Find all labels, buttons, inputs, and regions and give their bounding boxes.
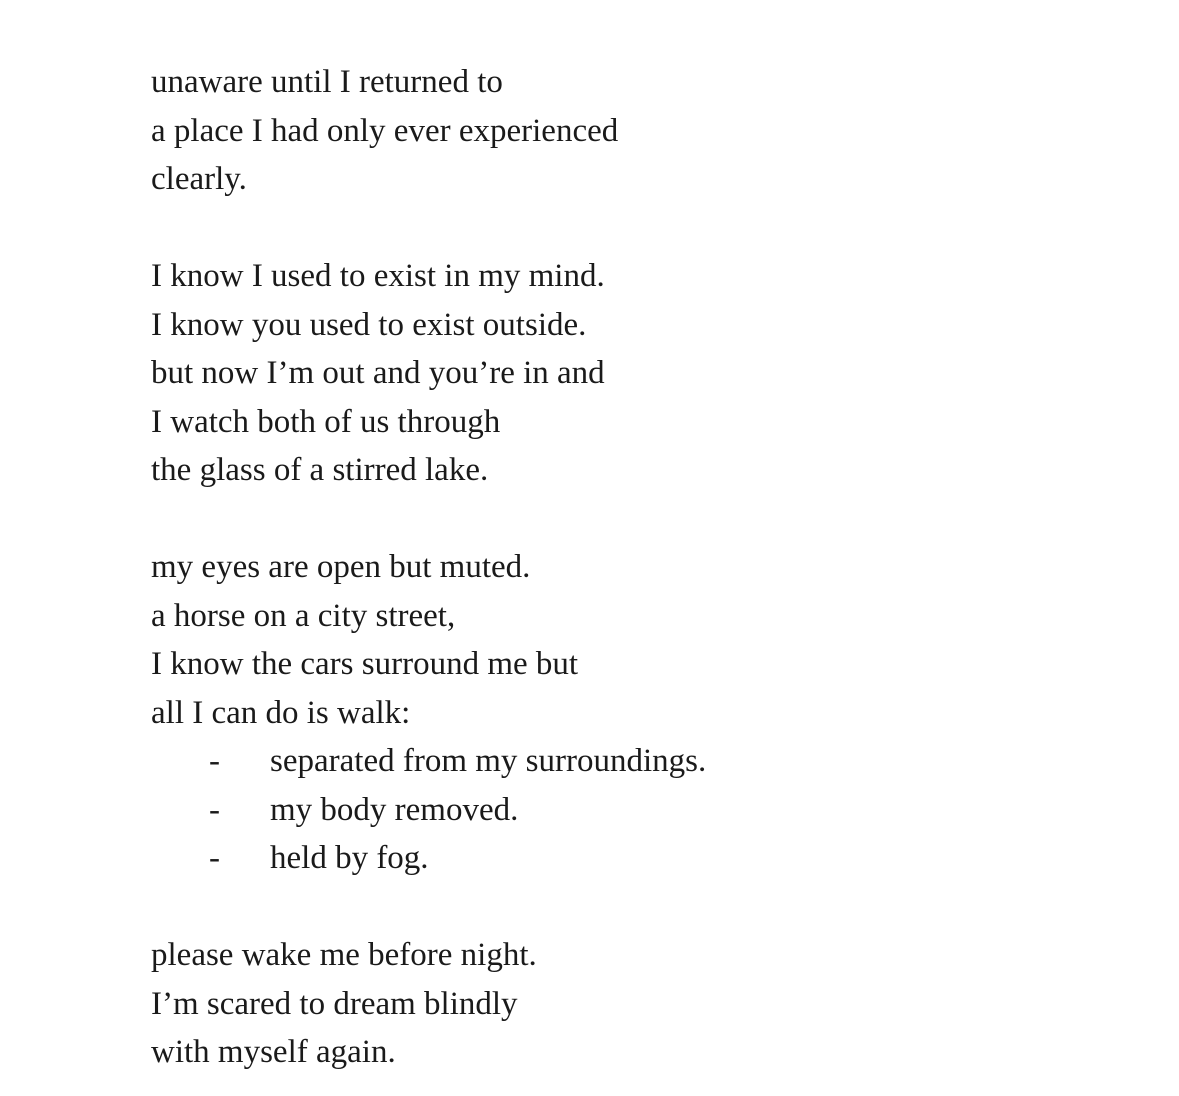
poem-line: please wake me before night. [151,937,537,973]
poem-line: a place I had only ever experienced [151,112,619,149]
poem-line: but now I’m out and you’re in and [151,355,605,391]
poem-line: the glass of a stirred lake. [151,452,489,488]
poem-line: clearly. [151,161,247,197]
stanza-break [151,204,1051,253]
bullet-text: separated from my surroundings. [270,743,707,779]
poem-line: I know the cars surround me but [151,646,579,682]
bullet-text: held by fog. [270,840,429,876]
bullet-item [151,737,1051,786]
stanza-2 [151,252,1051,495]
poem-line: unaware until I returned to [151,64,503,100]
bullet-list [151,737,1051,883]
dash-bullet-icon: - [209,840,220,876]
poem-line: I’m scared to dream blindly [151,985,518,1022]
stanza-break [151,883,1051,932]
dash-bullet-icon: - [209,743,220,779]
poem-line: all I can do is walk: [151,694,411,731]
poem-line: a horse on a city street, [151,597,456,634]
bullet-text: my body removed. [270,791,519,828]
bullet-item [151,834,1051,883]
poem-line: my eyes are open but muted. [151,549,531,585]
poem-line: I watch both of us through [151,403,501,440]
poem-body [151,58,1051,1077]
stanza-4 [151,931,1051,1077]
stanza-3 [151,543,1051,883]
stanza-break [151,495,1051,544]
poem-line: with myself again. [151,1034,396,1070]
poem-line: I know I used to exist in my mind. [151,258,605,294]
stanza-1 [151,58,1051,204]
poem-line: I know you used to exist outside. [151,306,587,343]
dash-bullet-icon: - [209,791,220,828]
bullet-item [151,786,1051,835]
